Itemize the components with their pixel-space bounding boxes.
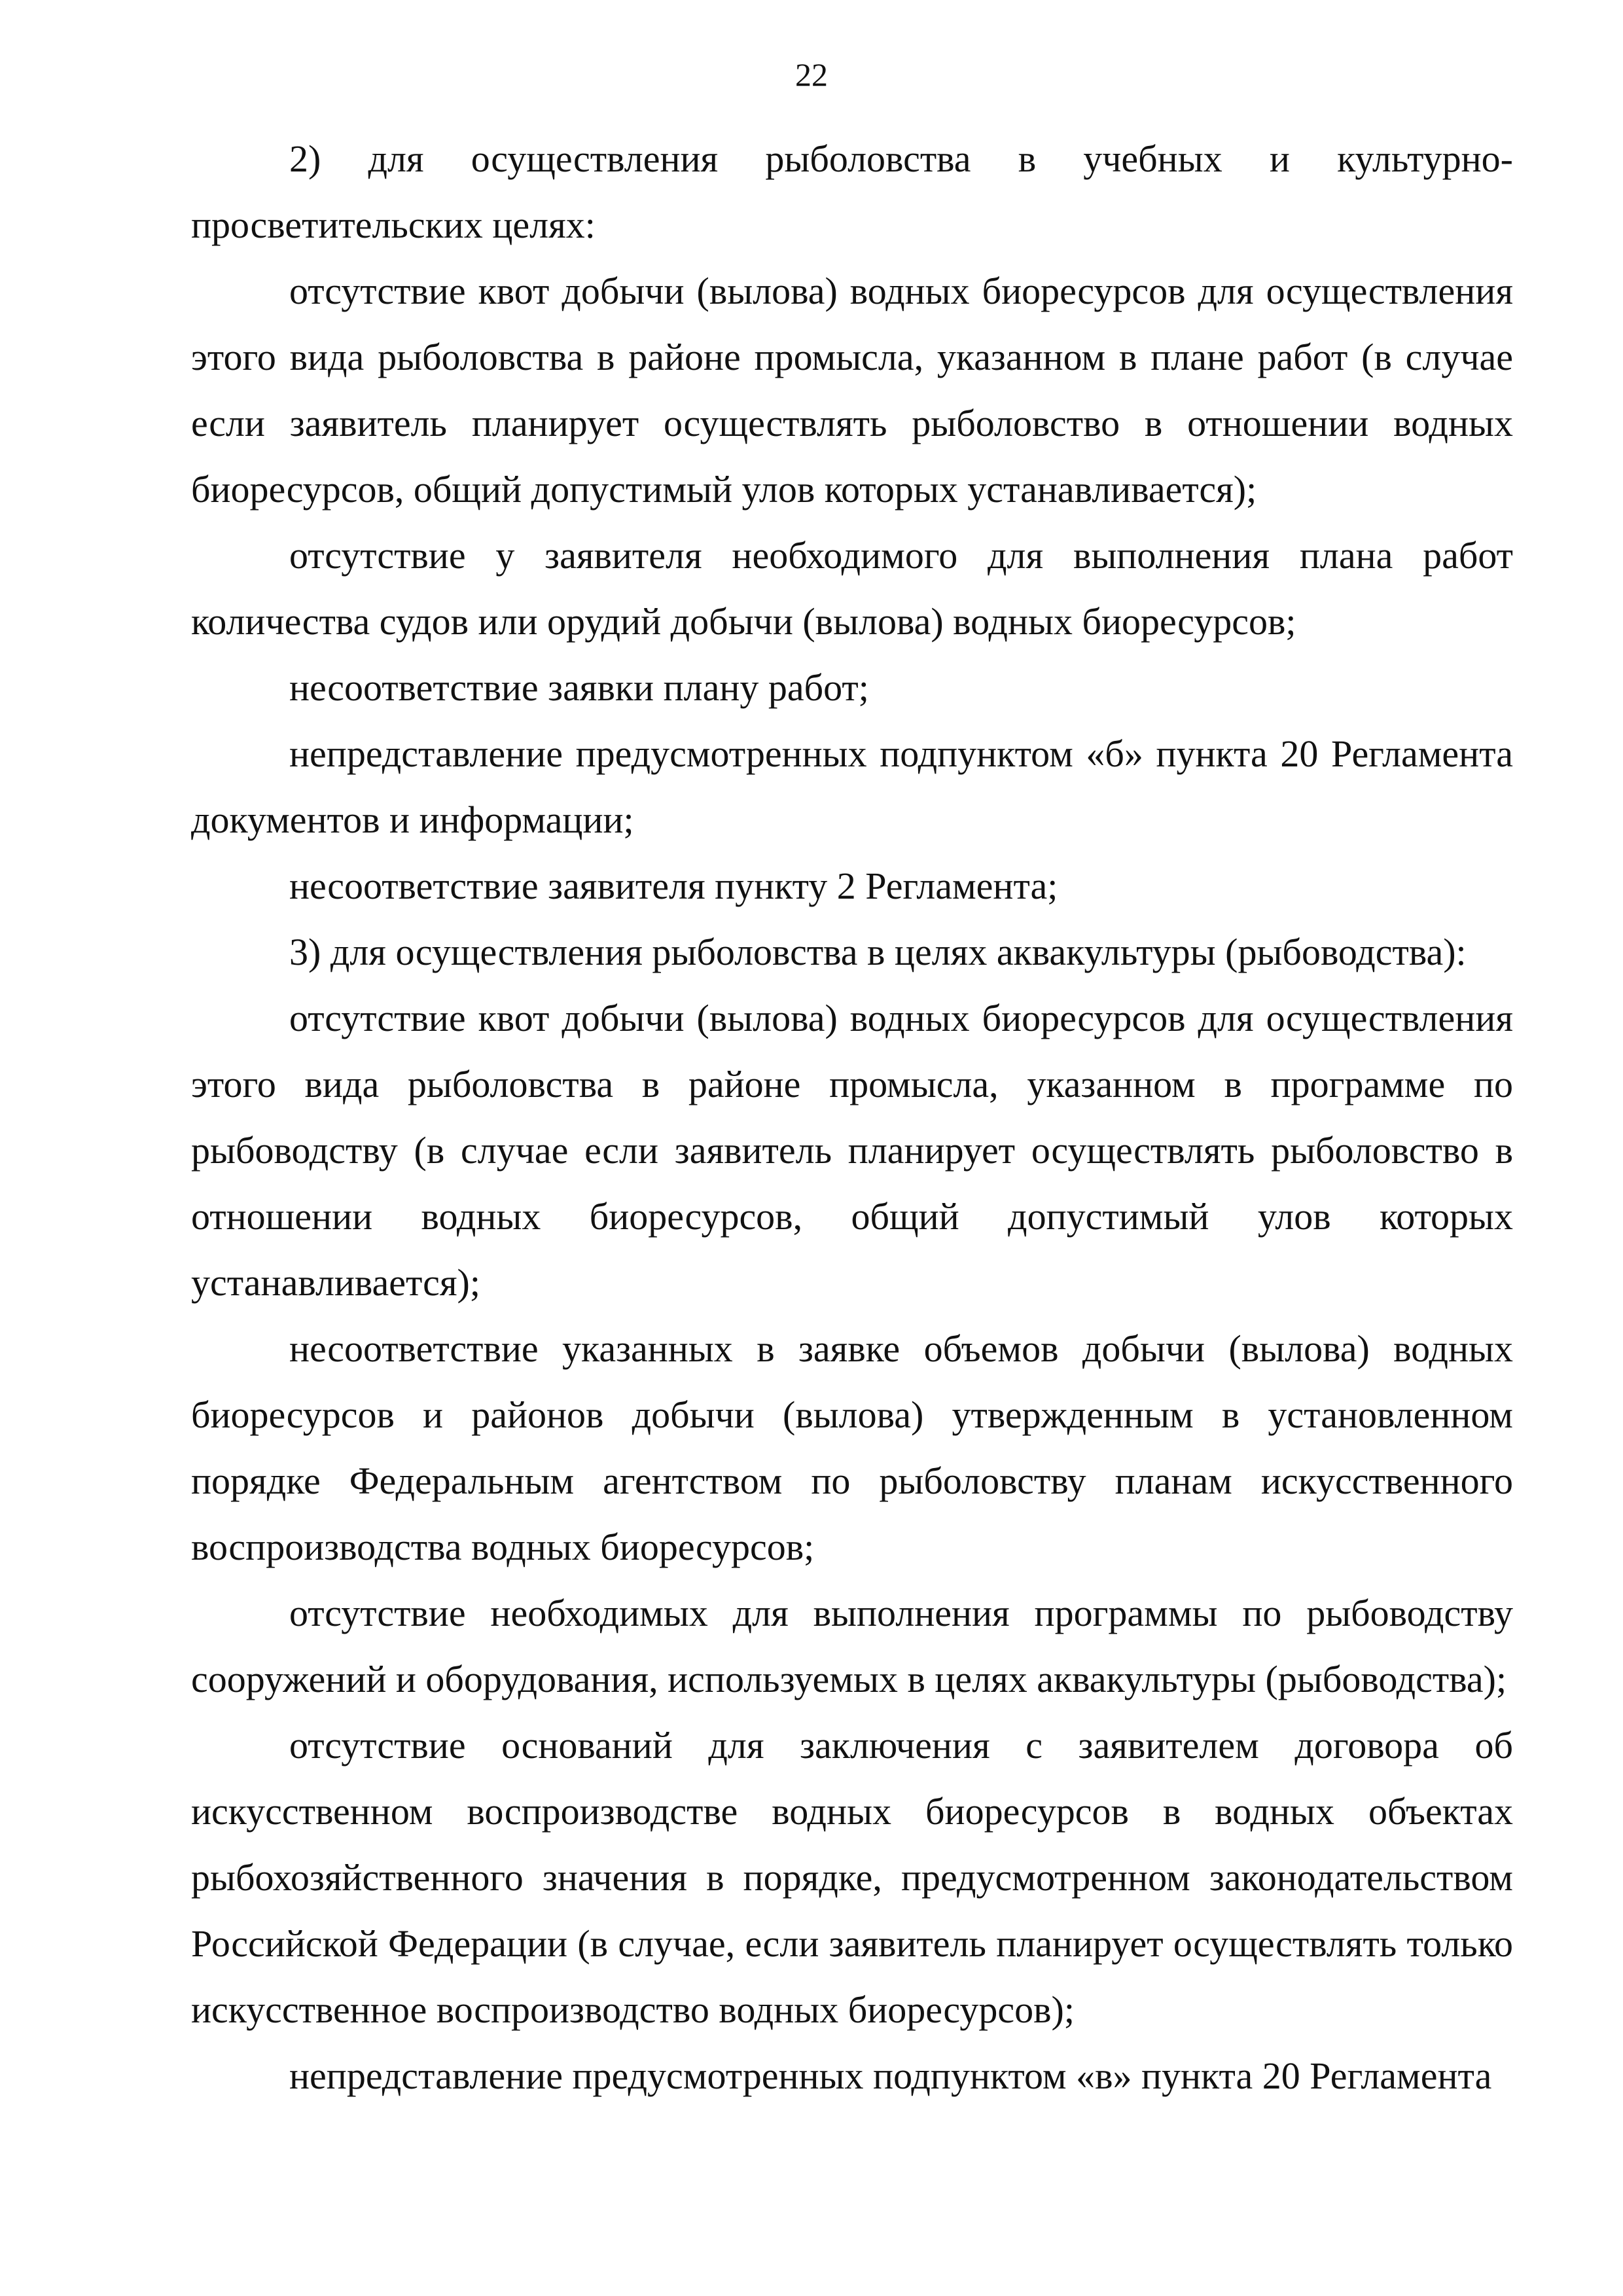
paragraph-no-facilities: отсутствие необходимых для выполнения программы по рыбоводству сооружений и оборудования, используемых в целях аквакультуры (рыбоводства); [191,1592,1513,1700]
paragraph-item-2-heading: 2) для осуществления рыболовства в учебных и культурно-просветительских целях: [191,137,1513,246]
paragraph-applicant-mismatch: несоответствие заявителя пункту 2 Регламента; [289,865,1058,907]
page-number: 22 [795,56,828,93]
paragraph-missing-documents-v: непредставление предусмотренных подпунктом «в» пункта 20 Регламента [289,2054,1492,2097]
body-text [191,126,1513,2109]
paragraph-no-quota-aquaculture: отсутствие квот добычи (вылова) водных биоресурсов для осуществления этого вида рыболовства в районе промысла, указанном в программе по рыбоводству (в случае если заявитель планирует осуществлять рыболовство в отношении водных биоресурсов, общий допустимый улов которых устанавливается); [191,997,1513,1304]
paragraph-plan-mismatch: несоответствие заявки плану работ; [289,666,869,709]
paragraph-volume-mismatch: несоответствие указанных в заявке объемов добычи (вылова) водных биоресурсов и районов добычи (вылова) утвержденным в установленном порядке Федеральным агентством по рыболовству планам искусственного воспроизводства водных биоресурсов; [191,1327,1513,1568]
paragraph-no-grounds-contract: отсутствие оснований для заключения с заявителем договора об искусственном воспроизводстве водных биоресурсов в водных объектах рыбохозяйственного значения в порядке, предусмотренном законодательством Российской Федерации (в случае, если заявитель планирует осуществлять только искусственное воспроизводство водных биоресурсов); [191,1724,1513,2031]
paragraph-no-quota: отсутствие квот добычи (вылова) водных биоресурсов для осуществления этого вида рыболовства в районе промысла, указанном в плане работ (в случае если заявитель планирует осуществлять рыболовство в отношении водных биоресурсов, общий допустимый улов которых устанавливается); [191,270,1513,511]
paragraph-missing-documents-b: непредставление предусмотренных подпунктом «б» пункта 20 Регламента документов и информации; [191,732,1513,841]
paragraph-no-vessels: отсутствие у заявителя необходимого для выполнения плана работ количества судов или орудий добычи (вылова) водных биоресурсов; [191,534,1513,643]
paragraph-item-3-heading: 3) для осуществления рыболовства в целях аквакультуры (рыбоводства): [289,931,1467,973]
